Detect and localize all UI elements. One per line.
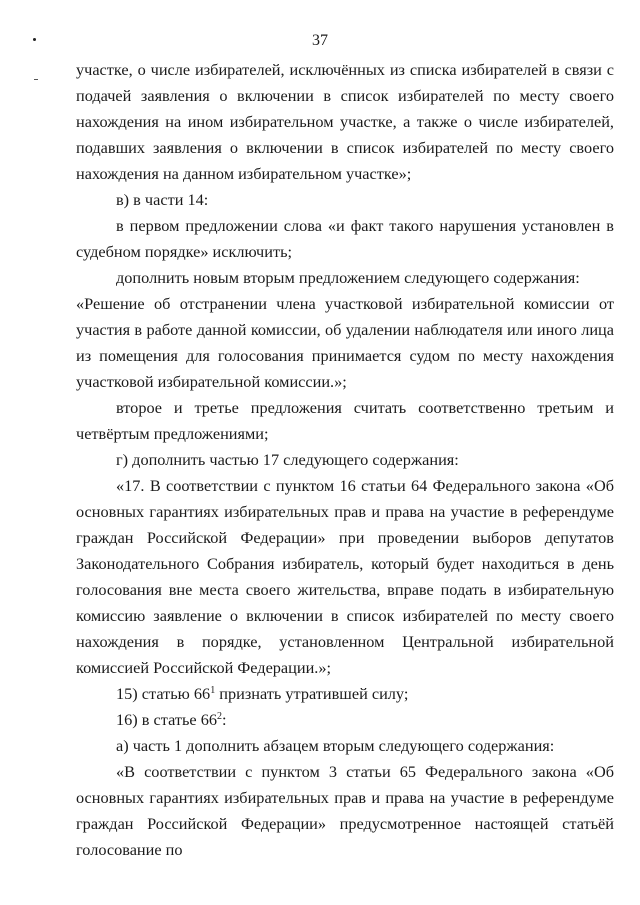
paragraph-7: г) дополнить частью 17 следующего содержания: [116, 450, 459, 469]
paragraph-5: «Решение об отстранении члена участковой избирательной комиссии от участия в работе данной комиссии, об удалении наблюдателя или иного лица из помещения для голосования принимается судом по месту нахождения участковой избирательной комиссии.»; [76, 294, 614, 391]
paragraph-2: в) в части 14: [116, 190, 209, 209]
paragraph-10 [76, 707, 614, 733]
page-number: 37 [312, 32, 328, 49]
margin-dash-mark [34, 79, 38, 80]
paragraph-9 [76, 681, 614, 707]
paragraph-6: второе и третье предложения считать соответственно третьим и четвёртым предложениями; [76, 398, 614, 443]
paragraph-10-superscript: 2 [217, 711, 222, 722]
paragraph-11: а) часть 1 дополнить абзацем вторым следующего содержания: [116, 736, 555, 755]
paragraph-9-text-end: признать утратившей силу; [215, 684, 409, 703]
paragraph-10-text-end: : [222, 710, 227, 729]
paragraph-12: «В соответствии с пунктом 3 статьи 65 Федерального закона «Об основных гарантиях избирательных прав и права на участие в референдуме граждан Российской Федерации» предусмотренное настоящей статьёй голосование по [76, 762, 614, 859]
paragraph-1: участке, о числе избирателей, исключённых из списка избирателей в связи с подачей заявления о включении в список избирателей по месту своего нахождения на ином избирательном участке, а также о числе избирателей, подавших заявления о включении в список избирателей по месту своего нахождения на данном избирательном участке»; [76, 60, 614, 183]
paragraph-9-superscript: 1 [210, 685, 216, 696]
paragraph-8: «17. В соответствии с пунктом 16 статьи 64 Федерального закона «Об основных гарантиях избирательных прав и права на участие в референдуме граждан Российской Федерации» при проведении выборов депутатов Законодательного Собрания избиратель, который будет находиться в день голосования вне места своего жительства, вправе подать в избирательную комиссию заявление о включении в список избирателей по месту своего нахождения в порядке, установленном Центральной избирательной комиссией Российской Федерации.»; [76, 476, 614, 677]
margin-dot-mark [33, 38, 36, 41]
paragraph-9-text: 15) статью 66 [116, 684, 211, 703]
document-body [76, 57, 614, 863]
paragraph-4: дополнить новым вторым предложением следующего содержания: [116, 268, 580, 287]
paragraph-10-text: 16) в статье 66 [116, 710, 217, 729]
paragraph-3: в первом предложении слова «и факт такого нарушения установлен в судебном порядке» исключить; [76, 216, 614, 261]
